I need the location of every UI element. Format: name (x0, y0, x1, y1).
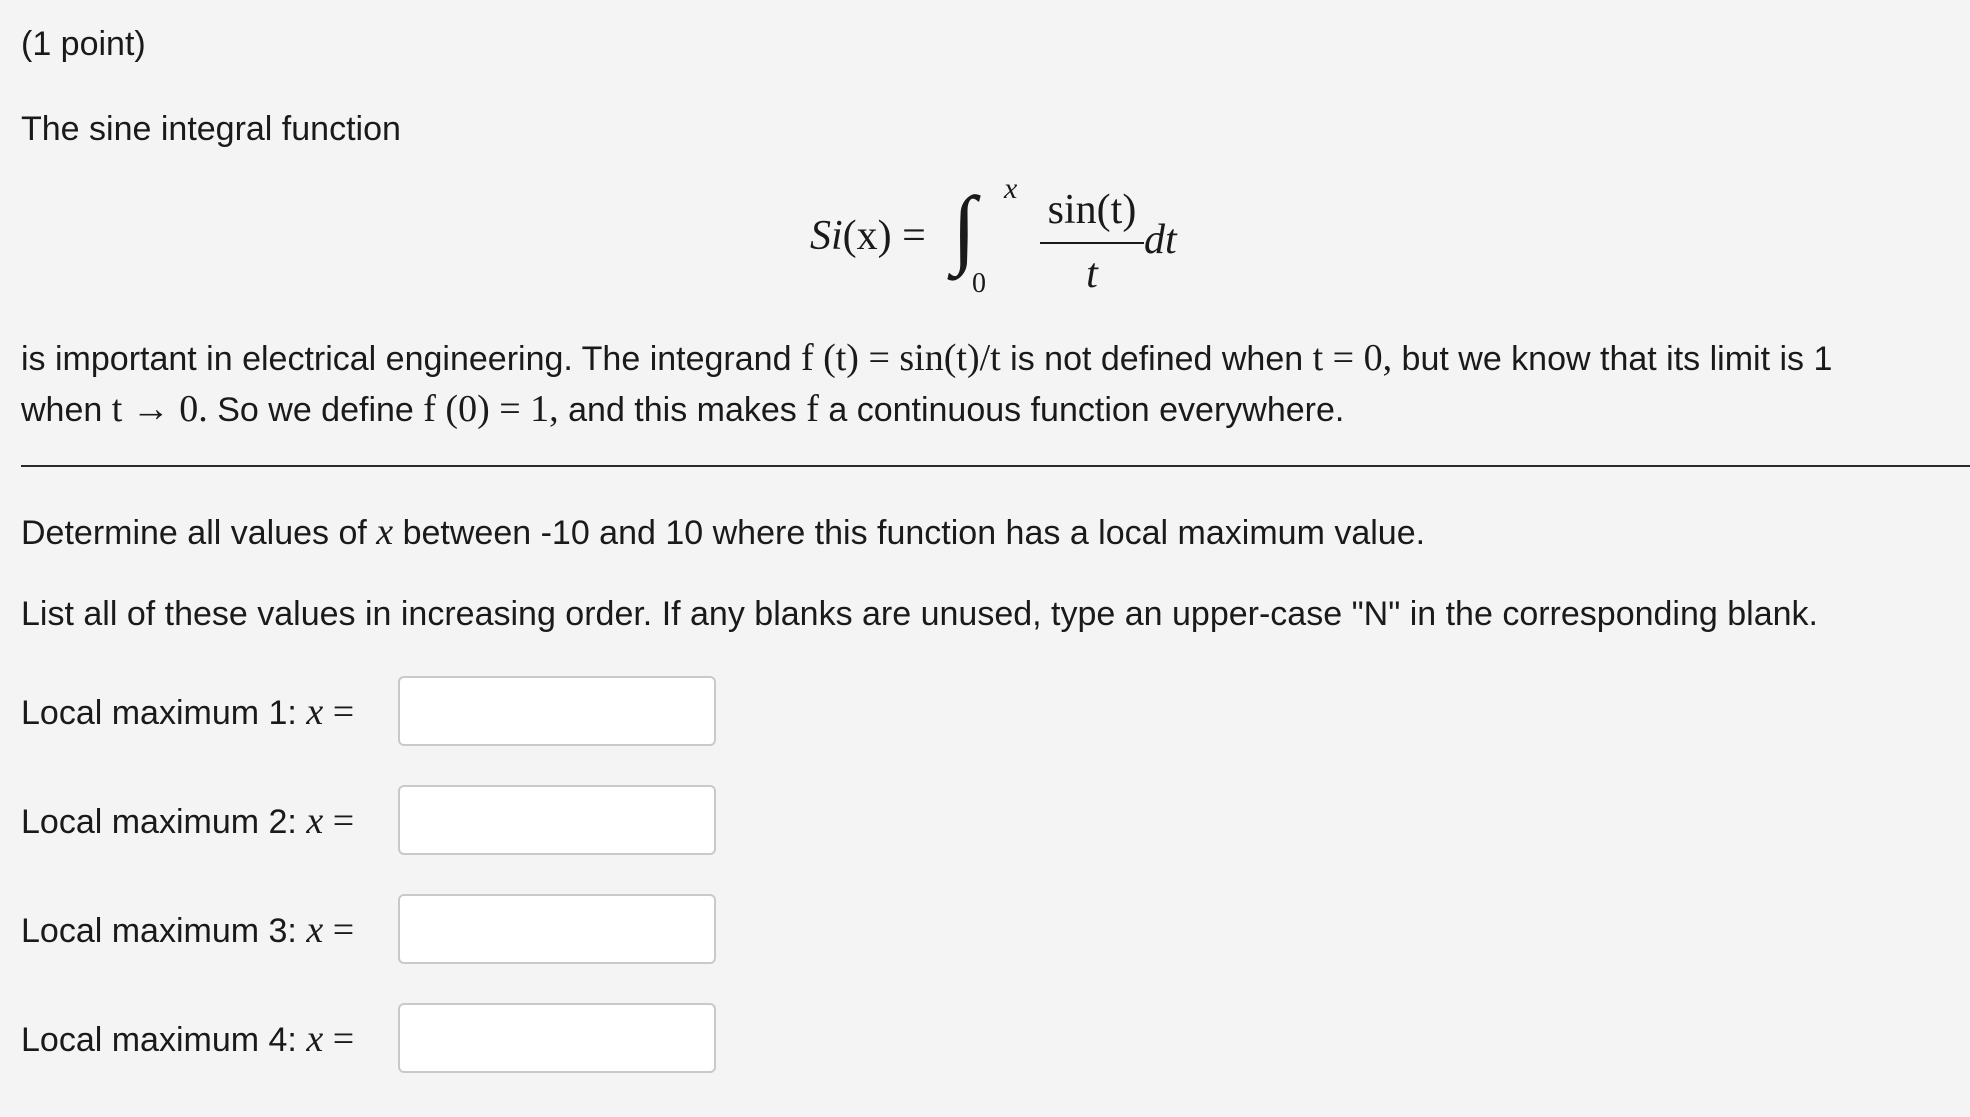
para-math-t-zero: t = 0, (1312, 337, 1393, 379)
fraction-denominator: t (1086, 251, 1098, 297)
fraction-bar (1040, 242, 1144, 244)
fraction-numerator: sin(t) (1047, 187, 1137, 233)
answer-label-1: Local maximum 1: x = (21, 691, 355, 733)
formula-equals: = (902, 213, 926, 259)
formula-function: Si (810, 213, 843, 259)
para-text-4: when (21, 391, 112, 429)
instruction-text: List all of these values in increasing order. If any blanks are unused, type an upper-case "N" in the corresponding blank. (21, 595, 1818, 633)
integral-lower-limit: 0 (972, 268, 986, 299)
answer-label-3: Local maximum 3: x = (21, 909, 355, 951)
para-math-integrand: f (t) = sin(t)/t (800, 337, 1001, 379)
para-text-5: So we define (207, 391, 424, 429)
explanation-paragraph (21, 333, 1961, 435)
para-math-f-zero: f (0) = 1, (423, 388, 559, 430)
para-text-3: but we know that its limit is 1 (1392, 340, 1833, 378)
local-maximum-1-input[interactable] (398, 676, 716, 746)
problem-points: (1 point) (21, 25, 146, 63)
answer-label-4: Local maximum 4: x = (21, 1018, 355, 1060)
answer-label-2: Local maximum 2: x = (21, 800, 355, 842)
local-maximum-2-input[interactable] (398, 785, 716, 855)
question-variable: x (376, 511, 394, 553)
para-text-2: is not defined when (1000, 340, 1313, 378)
para-text-7: a continuous function everywhere. (818, 391, 1345, 429)
question-before: Determine all values of (21, 514, 377, 552)
integral-upper-limit: x (1004, 172, 1018, 205)
formula-differential: dt (1144, 217, 1177, 263)
local-maximum-3-input[interactable] (398, 894, 716, 964)
para-math-f: f (806, 388, 819, 430)
formula-argument: (x) (842, 213, 892, 259)
section-divider (21, 465, 1970, 467)
question-text (21, 510, 1425, 554)
formula-lhs (810, 212, 926, 260)
para-text-1: is important in electrical engineering. The integrand (21, 340, 801, 378)
para-text-6: and this makes (558, 391, 807, 429)
intro-text: The sine integral function (21, 110, 401, 148)
integral-sign: ∫ (952, 180, 977, 277)
para-math-limit: t → 0. (111, 388, 208, 430)
local-maximum-4-input[interactable] (398, 1003, 716, 1073)
question-after: between -10 and 10 where this function has a local maximum value. (393, 514, 1426, 552)
sine-integral-formula (810, 172, 1190, 299)
